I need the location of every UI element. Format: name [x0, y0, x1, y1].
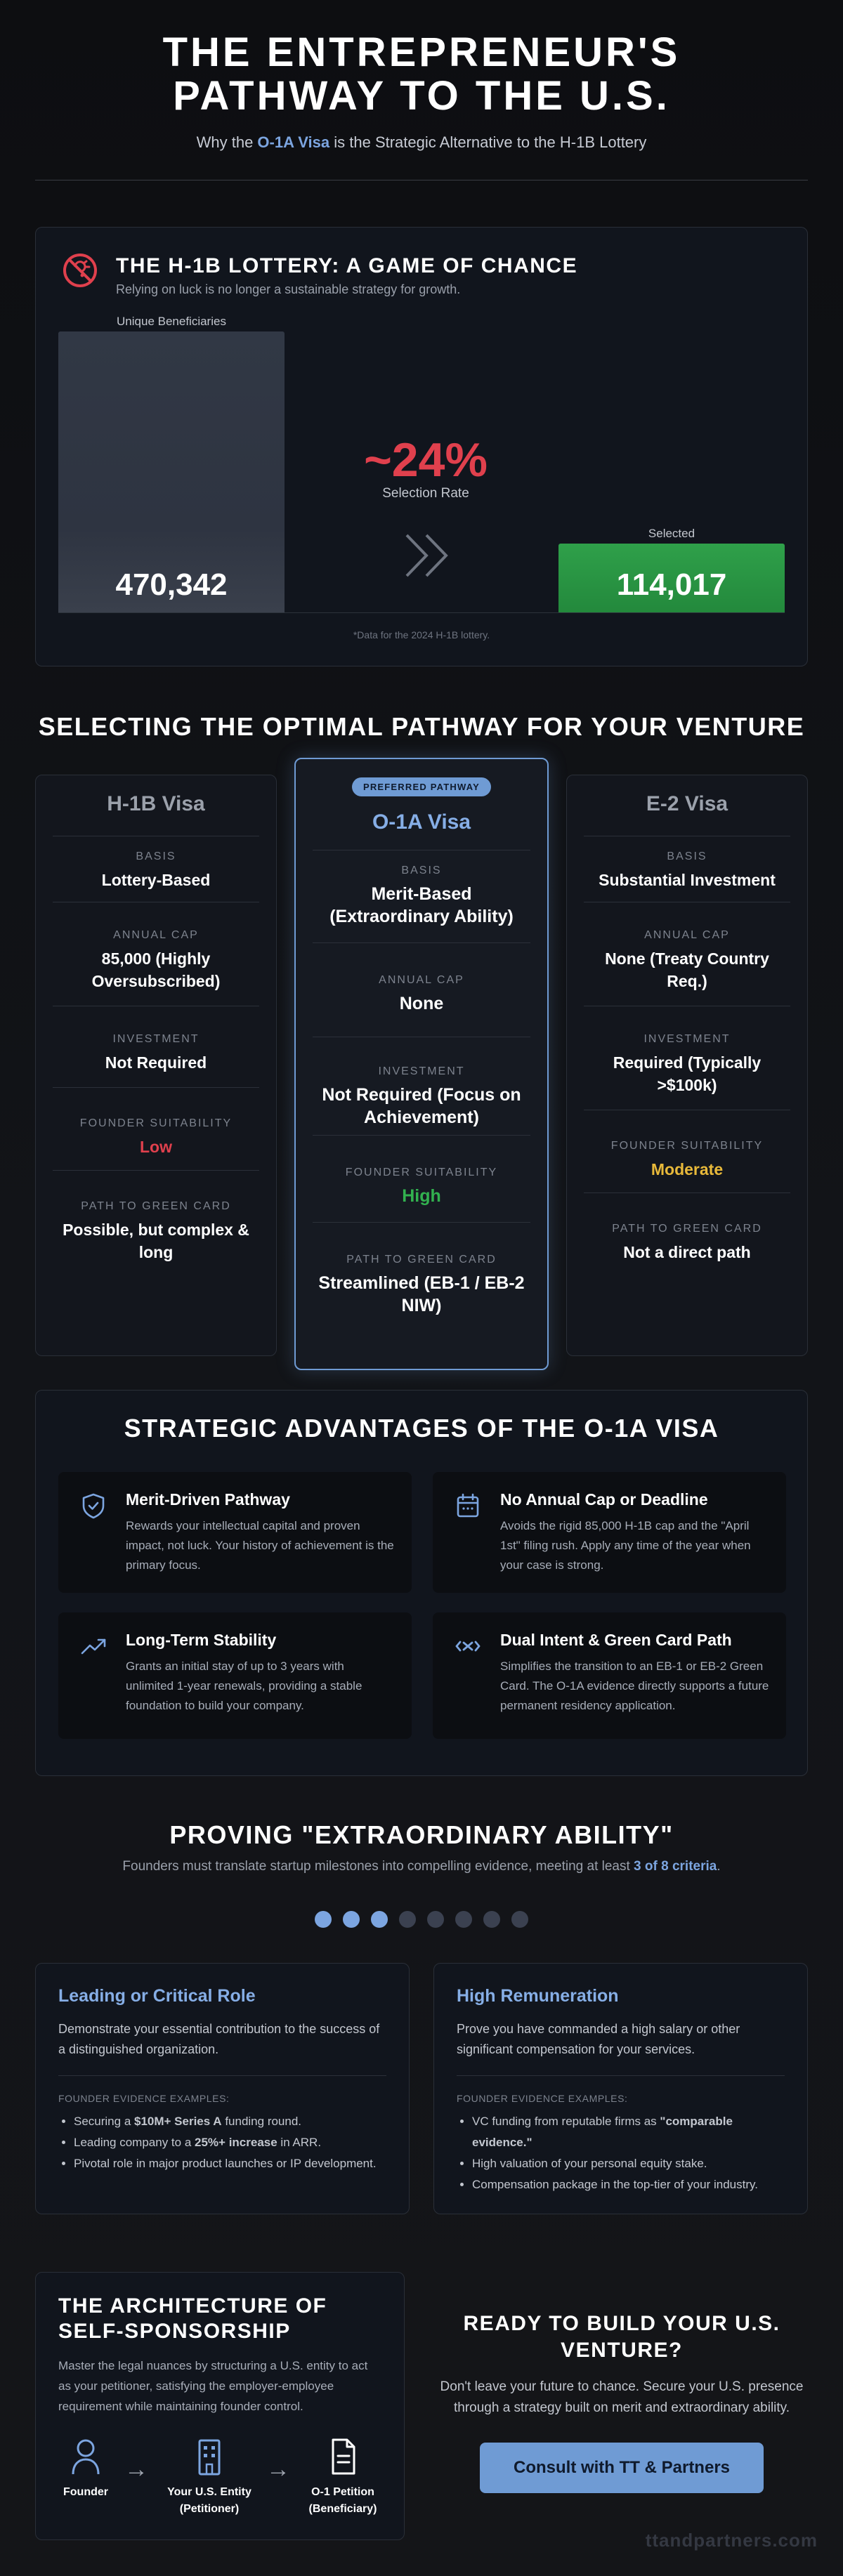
- criteria-dot: [511, 1911, 528, 1928]
- e2-investment: [584, 1006, 790, 1110]
- value-green-card: Streamlined (EB-1 / EB-2 NIW): [318, 1273, 525, 1315]
- double-chevron-right-icon: [398, 531, 455, 580]
- selection-rate: [352, 435, 499, 501]
- o1a-investment: [313, 1037, 530, 1135]
- hero-header: [35, 0, 808, 180]
- label-suitability: FOUNDER SUITABILITY: [79, 1117, 233, 1129]
- h1b-investment: [53, 1006, 259, 1087]
- h1b-basis: [53, 836, 259, 902]
- beneficiaries-label: Unique Beneficiaries: [117, 315, 226, 328]
- e2-green-card: [584, 1192, 790, 1263]
- document-icon: [325, 2436, 361, 2477]
- e2-basis: [584, 836, 790, 902]
- architecture-desc: Master the legal nuances by structuring a U.S. entity to act as your petitioner, satisfying the employer-employee requirement while maintaining founder control.: [58, 2359, 368, 2413]
- shield-check-icon: [78, 1490, 109, 1521]
- selected-bar: [558, 544, 785, 612]
- criteria-dot: [483, 1911, 500, 1928]
- evidence-text: Securing a: [74, 2115, 134, 2128]
- label-cap: ANNUAL CAP: [113, 929, 199, 941]
- selected-value: 114,017: [616, 567, 727, 602]
- evidence-text: VC funding from reputable firms as: [472, 2115, 660, 2128]
- value-suitability: Low: [140, 1138, 172, 1156]
- e2-heading: E-2 Visa: [646, 792, 728, 815]
- page-subtitle: [35, 133, 808, 152]
- value-green-card: Not a direct path: [623, 1243, 751, 1261]
- evidence-bold: "comparable evidence.": [472, 2115, 733, 2149]
- proving-subtitle: [35, 1859, 808, 1874]
- criteria-card-leading-role: [35, 1963, 410, 2214]
- building-icon: [191, 2436, 228, 2477]
- evidence-label: FOUNDER EVIDENCE EXAMPLES:: [457, 2093, 628, 2104]
- node-label-line: (Petitioner): [179, 2503, 240, 2515]
- sponsorship-flow: [58, 2436, 381, 2521]
- evidence-text: in ARR.: [277, 2136, 322, 2149]
- criteria-progress: [35, 1911, 808, 1928]
- advantage-text: Rewards your intellectual capital and proven impact, not luck. Your history of achievement is the primary focus.: [126, 1519, 394, 1572]
- criteria-dot: [315, 1911, 332, 1928]
- proving-subtitle-highlight: 3 of 8 criteria: [634, 1859, 717, 1874]
- label-suitability: FOUNDER SUITABILITY: [345, 1167, 498, 1178]
- value-green-card: Possible, but complex & long: [63, 1221, 249, 1261]
- h1b-suitability: [53, 1087, 259, 1170]
- o1a-cap: [313, 942, 530, 1037]
- h1b-column: [35, 775, 277, 1356]
- selection-rate-label: Selection Rate: [382, 486, 469, 501]
- node-label-line: O-1 Petition: [311, 2486, 374, 2498]
- evidence-text: Pivotal role in major product launches or IP development.: [74, 2157, 377, 2170]
- label-suitability: FOUNDER SUITABILITY: [610, 1140, 764, 1152]
- cta-title: READY TO BUILD YOUR U.S. VENTURE?: [463, 2312, 780, 2362]
- node-label-line: Your U.S. Entity: [167, 2486, 251, 2498]
- selected-label: Selected: [648, 527, 695, 540]
- evidence-item: [74, 2111, 386, 2132]
- label-investment: INVESTMENT: [112, 1033, 200, 1045]
- advantage-text: Simplifies the transition to an EB-1 or EB-2 Green Card. The O-1A evidence directly supports a future permanent residency application.: [500, 1660, 769, 1712]
- subtitle-highlight: O-1A Visa: [257, 133, 330, 151]
- advantage-merit: [58, 1472, 412, 1593]
- h1b-heading: H-1B Visa: [107, 792, 205, 815]
- cta-section: [436, 2311, 808, 2493]
- h1b-cap: [53, 902, 259, 1006]
- flow-node-label: Founder: [63, 2486, 108, 2498]
- o1a-green-card: [313, 1222, 530, 1317]
- evidence-item: [74, 2132, 386, 2153]
- advantages-section: [35, 1390, 808, 1776]
- value-suitability: Moderate: [651, 1160, 724, 1178]
- evidence-item: [74, 2153, 386, 2174]
- consult-button[interactable]: Consult with TT & Partners: [480, 2443, 764, 2493]
- criteria-dot: [455, 1911, 472, 1928]
- flow-node-label: [297, 2484, 388, 2518]
- evidence-list: [58, 2111, 386, 2174]
- subtitle-text-pre: Why the: [196, 133, 258, 151]
- value-cap: None: [399, 994, 444, 1013]
- beneficiaries-value: 470,342: [115, 567, 228, 602]
- criteria-desc: Demonstrate your essential contribution to the success of a distinguished organization.: [58, 2019, 386, 2076]
- o1a-column: [294, 758, 549, 1370]
- advantage-text: Avoids the rigid 85,000 H-1B cap and the "April 1st" filing rush. Apply any time of the year when your case is strong.: [500, 1519, 751, 1572]
- advantage-title: No Annual Cap or Deadline: [500, 1490, 708, 1509]
- criteria-dot: [399, 1911, 416, 1928]
- proving-title: PROVING "EXTRAORDINARY ABILITY": [169, 1820, 674, 1849]
- arrow-right-icon: →: [266, 2456, 290, 2483]
- advantages-title: STRATEGIC ADVANTAGES OF THE O-1A VISA: [124, 1414, 719, 1443]
- cta-text: Don't leave your future to chance. Secure your U.S. presence through a strategy built on merit and extraordinary ability.: [440, 2379, 804, 2415]
- evidence-text: Leading company to a: [74, 2136, 195, 2149]
- value-investment: Not Required (Focus on Achievement): [322, 1085, 521, 1127]
- label-green-card: PATH TO GREEN CARD: [346, 1254, 497, 1266]
- criteria-card-high-remuneration: [433, 1963, 808, 2214]
- flow-node-founder: [58, 2436, 113, 2501]
- evidence-item: [472, 2111, 785, 2153]
- advantage-title: Dual Intent & Green Card Path: [500, 1631, 732, 1649]
- evidence-item: [472, 2174, 785, 2195]
- advantage-stability: [58, 1612, 412, 1739]
- evidence-bold: $10M+ Series A: [134, 2115, 222, 2128]
- criteria-title: High Remuneration: [457, 1986, 619, 2006]
- value-basis: Lottery-Based: [101, 871, 211, 889]
- user-icon: [67, 2436, 104, 2477]
- evidence-list: [457, 2111, 785, 2195]
- e2-column: [566, 775, 808, 1356]
- title-line-1: THE ENTREPRENEUR'S: [162, 29, 681, 75]
- o1a-heading: O-1A Visa: [372, 810, 471, 834]
- label-basis: BASIS: [136, 850, 176, 862]
- flow-node-label: [157, 2484, 262, 2518]
- beneficiaries-bar: [58, 331, 285, 612]
- visa-comparison: [35, 758, 808, 1390]
- proving-subtitle-pre: Founders must translate startup milestones into compelling evidence, meeting at least: [122, 1859, 634, 1874]
- advantage-title: Merit-Driven Pathway: [126, 1490, 290, 1509]
- criteria-title: Leading or Critical Role: [58, 1986, 256, 2006]
- label-cap: ANNUAL CAP: [644, 929, 730, 941]
- proving-subtitle-post: .: [717, 1859, 721, 1874]
- advantage-dual-intent: [433, 1612, 786, 1739]
- lottery-footnote: *Data for the 2024 H-1B lottery.: [353, 629, 490, 640]
- e2-suitability: [584, 1110, 790, 1192]
- value-basis: Substantial Investment: [599, 871, 776, 889]
- lottery-subtitle: Relying on luck is no longer a sustainable strategy for growth.: [116, 282, 461, 296]
- value-basis: Merit-Based (Extraordinary Ability): [329, 884, 514, 926]
- criteria-desc: Prove you have commanded a high salary or other significant compensation for your services.: [457, 2019, 785, 2076]
- evidence-item: [472, 2153, 785, 2174]
- label-green-card: PATH TO GREEN CARD: [612, 1223, 762, 1235]
- title-line-2: PATHWAY TO THE U.S.: [173, 73, 670, 119]
- advantage-title: Long-Term Stability: [126, 1631, 277, 1649]
- criteria-dot: [427, 1911, 444, 1928]
- evidence-text: High valuation of your personal equity stake.: [472, 2157, 707, 2170]
- value-cap: 85,000 (Highly Oversubscribed): [91, 949, 221, 990]
- e2-cap: [584, 902, 790, 1006]
- selection-rate-value: ~24%: [364, 433, 488, 487]
- evidence-label: FOUNDER EVIDENCE EXAMPLES:: [58, 2093, 230, 2104]
- label-investment: INVESTMENT: [643, 1033, 731, 1045]
- flow-node-petition: [297, 2436, 388, 2518]
- lottery-title: THE H-1B LOTTERY: A GAME OF CHANCE: [116, 254, 578, 277]
- preferred-badge: PREFERRED PATHWAY: [352, 777, 491, 796]
- o1a-basis: [313, 850, 530, 942]
- value-investment: Required (Typically >$100k): [613, 1053, 762, 1094]
- flow-node-entity: [157, 2436, 262, 2518]
- calendar-icon: [452, 1490, 483, 1521]
- value-cap: None (Treaty Country Req.): [605, 949, 769, 990]
- trending-up-icon: [78, 1631, 109, 1662]
- label-cap: ANNUAL CAP: [379, 974, 464, 986]
- evidence-text: Compensation package in the top-tier of your industry.: [472, 2178, 758, 2191]
- label-basis: BASIS: [401, 865, 442, 876]
- advantage-no-cap: [433, 1472, 786, 1593]
- evidence-text: funding round.: [221, 2115, 302, 2128]
- arrow-right-icon: →: [124, 2456, 148, 2483]
- h1b-green-card: [53, 1170, 259, 1263]
- criteria-dot: [371, 1911, 388, 1928]
- criteria-dot: [343, 1911, 360, 1928]
- label-green-card: PATH TO GREEN CARD: [81, 1200, 231, 1212]
- o1a-suitability: [313, 1135, 530, 1222]
- brand-url[interactable]: ttandpartners.com: [645, 2530, 818, 2551]
- advantage-text: Grants an initial stay of up to 3 years with unlimited 1-year renewals, providing a stable foundation to build your company.: [126, 1660, 362, 1712]
- label-basis: BASIS: [667, 850, 707, 862]
- architecture-title: THE ARCHITECTURE OF SELF-SPONSORSHIP: [58, 2294, 327, 2343]
- chart-baseline: [58, 612, 785, 613]
- label-investment: INVESTMENT: [378, 1065, 465, 1077]
- pathway-title: SELECTING THE OPTIMAL PATHWAY FOR YOUR VENTURE: [38, 712, 805, 741]
- no-gamble-icon: [61, 251, 99, 289]
- h1b-lottery-card: [35, 227, 808, 666]
- value-suitability: High: [402, 1186, 441, 1206]
- page-title: [35, 31, 808, 118]
- node-label-line: (Beneficiary): [308, 2503, 377, 2515]
- exchange-icon: [452, 1631, 483, 1662]
- subtitle-text-post: is the Strategic Alternative to the H-1B Lottery: [329, 133, 647, 151]
- value-investment: Not Required: [105, 1053, 207, 1072]
- architecture-card: [35, 2272, 405, 2540]
- evidence-bold: 25%+ increase: [195, 2136, 277, 2149]
